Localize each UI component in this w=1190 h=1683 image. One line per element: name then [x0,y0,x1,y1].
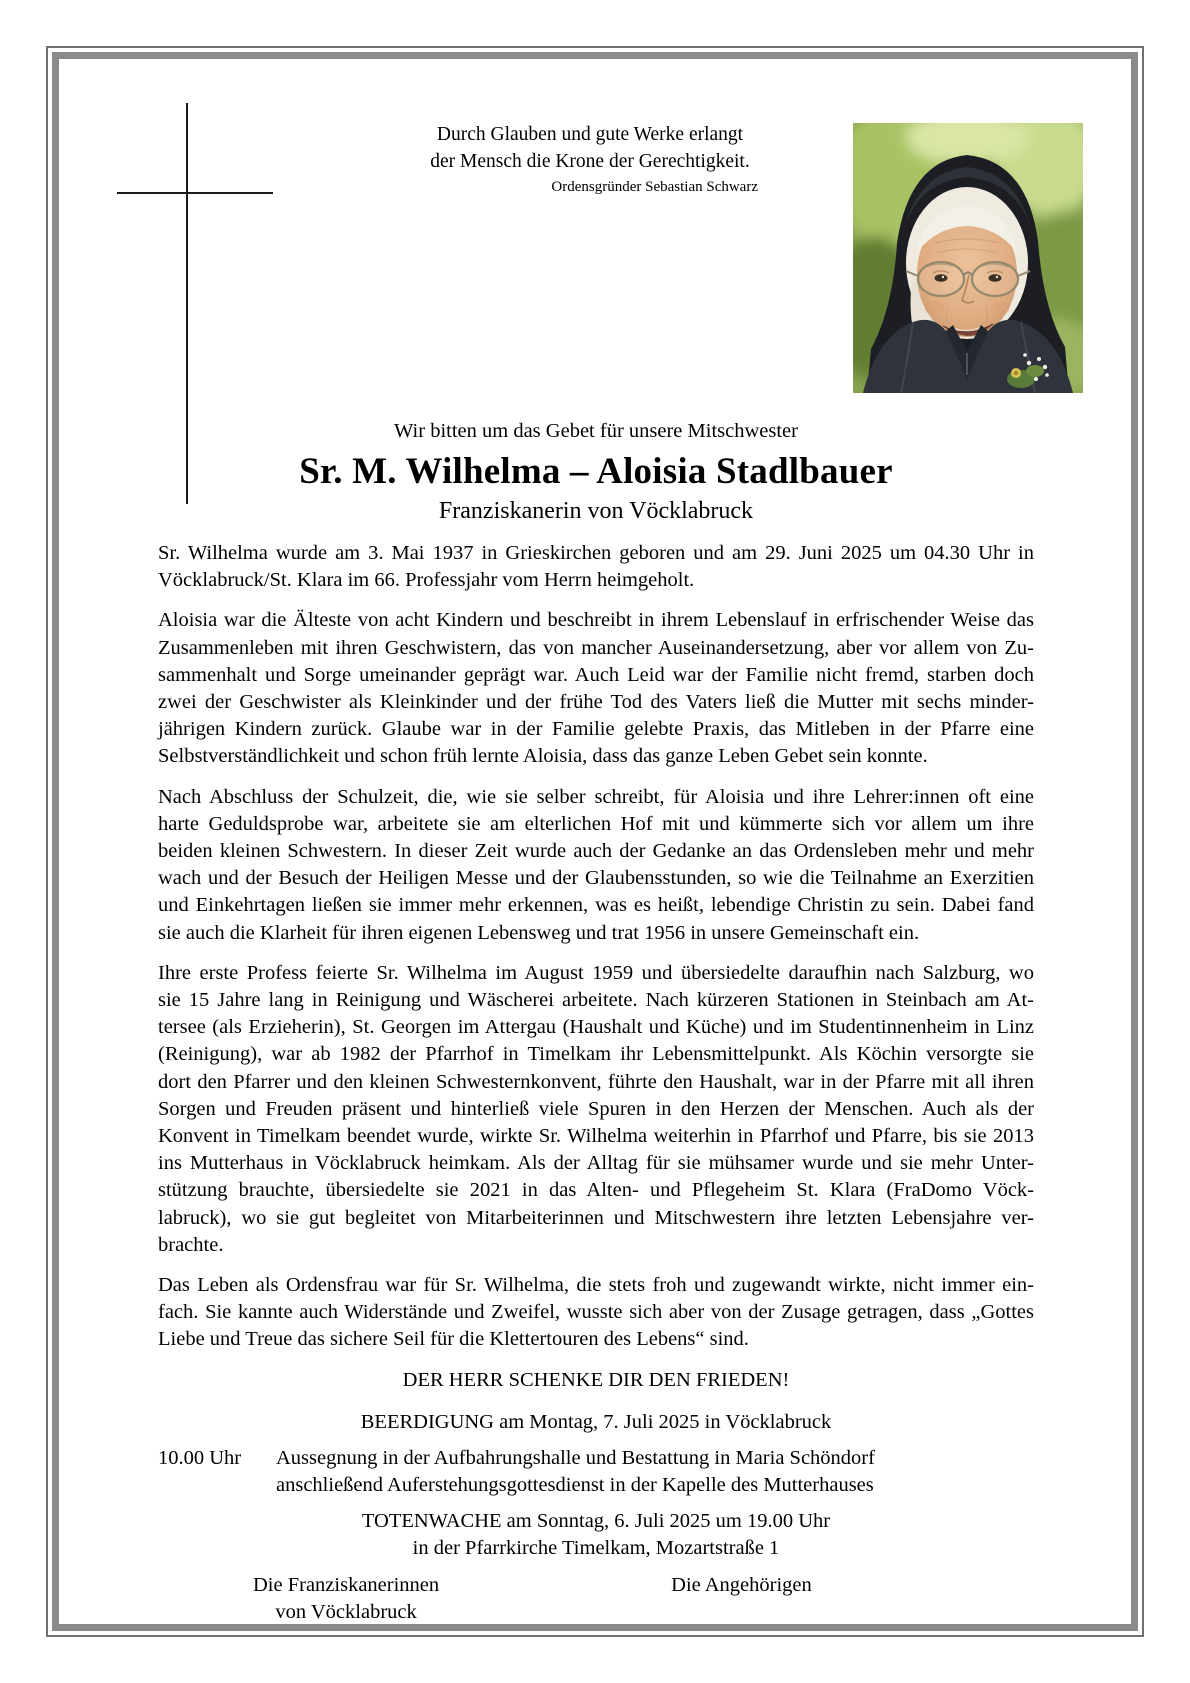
order-line: Franziskanerin von Vöcklabruck [438,498,754,524]
text-line: sammenhalt und Sorge umeinander geprägt war. Auch Leid war der Familie nicht fremd, starben doch [158,663,1034,686]
schedule-time: 10.00 Uhr [158,1446,242,1469]
signature-order [253,1572,439,1626]
schedule-line: anschließend Auferstehungsgottesdienst in der Kapelle des Mutterhauses [276,1473,874,1496]
text-line: Zusammenleben mit ihren Geschwistern, das von mancher Auseinandersetzung, aber vor allem von Zu- [158,636,1034,659]
signature-relatives: Die Angehörigen [671,1573,812,1596]
text-line: labruck), wo sie gut begleitet von Mitarbeiterinnen und Mitschwestern ihre letzten Lebensjahre ver- [158,1206,1034,1229]
text-line: Nach Abschluss der Schulzeit, die, wie sie selber schreibt, für Aloisia und ihre Lehrer:innen oft eine [158,785,1034,808]
biography-paragraph [158,960,1034,1259]
text-line: (Reinigung), war ab 1982 der Pfarrhof in Timelkam ihr Lebensmittelpunkt. Als Köchin versorgte sie [158,1043,1034,1066]
epigraph-line: der Mensch die Krone der Gerechtigkeit. [430,151,750,172]
text-line: sie 15 Jahre lang in Reinigung und Wäscherei arbeitete. Nach kürzeren Stationen in Steinbach am At- [158,989,1034,1012]
text-line: sie auch die Klarheit für ihren eigenen Lebensweg und trat 1956 in unsere Gemeinschaft ein. [158,921,920,944]
text-line: brachte. [158,1233,224,1256]
biography-paragraph [158,607,1034,770]
signatures [158,1572,1034,1626]
wake-announcement [158,1508,1034,1562]
portrait-photo-illustration [853,123,1083,393]
text-line: Liebe und Treue das sichere Seil für die Klettertouren des Lebens“ sind. [158,1328,749,1351]
text-line: dort den Pfarrer und den kleinen Schwesternkonvent, führte den Haushalt, war in der Pfarre mit all ihren [158,1070,1034,1093]
text-line: Ihre erste Profess feierte Sr. Wilhelma im August 1959 und übersiedelte daraufhin nach Salzburg, wo [158,961,1034,984]
biography-paragraph [158,540,1034,594]
intro-line: Wir bitten um das Gebet für unsere Mitschwester [394,420,798,442]
signature-line: Die Franziskanerinnen [253,1573,440,1596]
epigraph [420,121,760,197]
biography-paragraph [158,1272,1034,1354]
text-line: stützung brauchte, übersiedelte sie 2021 in das Alten- und Pflegeheim St. Klara (FraDomo Vöck- [158,1179,1034,1202]
signature-line: von Vöcklabruck [275,1600,417,1623]
text-line: ins Mutterhaus in Vöcklabruck heimkam. Als der Alltag für sie mühsamer wurde und sie mehr Unter- [158,1152,1034,1175]
text-line: tersee (als Erzieherin), St. Georgen im Attergau (Haushalt und Küche) und im Studentinnenheim in Linz [158,1016,1034,1039]
cross-icon [117,192,273,194]
text-line: und Einkehrtagen ließen sie immer mehr erkennen, was es heißt, lebendige Christin zu sein. Dabei fand [158,894,1034,917]
text-line: zwei der Geschwister als Kleinkinder und der frühe Tod des Vaters ließ die Mutter mit sechs minder- [158,691,1034,714]
wake-line: TOTENWACHE am Sonntag, 6. Juli 2025 um 19.00 Uhr [361,1510,831,1533]
wake-line: in der Pfarrkirche Timelkam, Mozartstraße 1 [412,1537,780,1560]
text-line: jährigen Kindern zurück. Glaube war in der Familie gelebte Praxis, das Mitleben in der Pfarre eine [158,718,1034,741]
deceased-name: Sr. M. Wilhelma – Aloisia Stadlbauer [299,451,893,492]
text-line: fach. Sie kannte auch Widerstände und Zweifel, wusste sich aber von der Zusage getragen, dass „Gottes [158,1301,1034,1324]
schedule-line: Aussegnung in der Aufbahrungshalle und Bestattung in Maria Schöndorf [276,1446,875,1469]
text-line: beiden kleinen Schwestern. In dieser Zeit wurde auch der Gedanke an das Ordensleben mehr und mehr [158,840,1034,863]
main-text-column [158,418,1034,1626]
epigraph-line: Durch Glauben und gute Werke erlangt [436,124,744,145]
text-line: Sorgen und Freuden präsent und hinterließ viele Spuren in den Herzen der Menschen. Auch als der [158,1097,1034,1120]
text-line: Das Leben als Ordensfrau war für Sr. Wilhelma, die stets froh und zugewandt wirkte, nicht immer ein- [158,1274,1034,1297]
text-line: harte Geduldsprobe war, arbeitete sie am elterlichen Hof mit und kümmerte sich vor allem um ihre [158,812,1034,835]
text-line: Aloisia war die Älteste von acht Kindern und beschreibt in ihrem Lebenslauf in erfrischender Weise das [158,609,1034,632]
text-line: Konvent in Timelkam beendet wurde, wirkte Sr. Wilhelma weiterhin in Pfarrhof und Pfarre, bis sie 2013 [158,1125,1034,1148]
biography-paragraph [158,784,1034,947]
text-line: Selbstverständlichkeit und schon früh lernte Aloisia, dass das ganze Leben Gebet sein konnte. [158,745,928,768]
portrait-photo [853,123,1083,393]
text-line: Sr. Wilhelma wurde am 3. Mai 1937 in Grieskirchen geboren und am 29. Juni 2025 um 04.30 Uhr in [158,542,1034,564]
text-line: Vöcklabruck/St. Klara im 66. Professjahr vom Herrn heimgeholt. [158,569,695,592]
text-line: wach und der Besuch der Heiligen Messe und der Glaubensstunden, so wie die Teilnahme an Exerzitien [158,867,1034,890]
schedule-details [276,1445,1034,1499]
biography [158,540,1034,1354]
peace-line: DER HERR SCHENKE DIR DEN FRIEDEN! [402,1368,790,1391]
burial-schedule [158,1445,1034,1499]
epigraph-attribution: Ordensgründer Sebastian Schwarz [551,179,758,195]
burial-line: BEERDIGUNG am Montag, 7. Juli 2025 in Vöcklabruck [360,1410,832,1433]
